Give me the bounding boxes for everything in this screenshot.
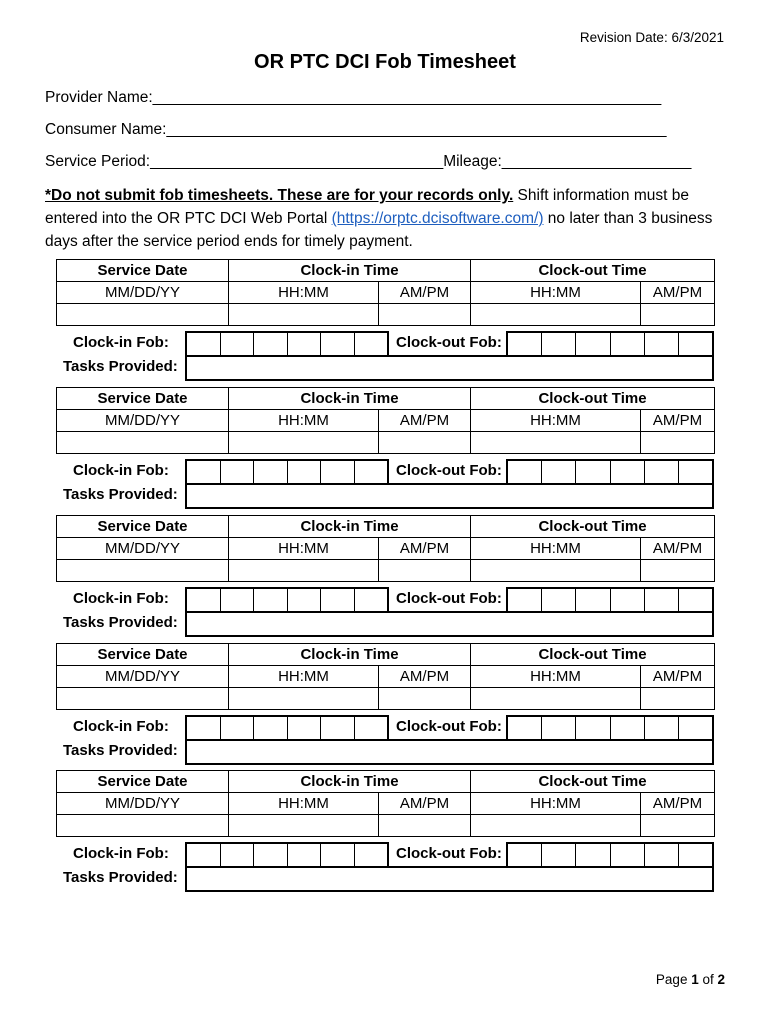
fob-digit-box[interactable] bbox=[355, 844, 388, 866]
notice-text-1: Shift information must be entered into the OR PTC DCI Web Portal bbox=[45, 187, 689, 227]
fob-digit-box[interactable] bbox=[679, 333, 712, 355]
clock-in-time-format: HH:MM bbox=[229, 666, 379, 688]
fob-digit-box[interactable] bbox=[576, 333, 610, 355]
shift-table bbox=[56, 643, 715, 710]
fob-digit-box[interactable] bbox=[542, 717, 576, 739]
clock-in-time-header: Clock-in Time bbox=[229, 516, 471, 538]
clock-in-time-format: HH:MM bbox=[229, 793, 379, 815]
clock-in-time-header: Clock-in Time bbox=[229, 771, 471, 793]
clock-out-fob-boxes[interactable] bbox=[506, 587, 714, 613]
fob-row bbox=[56, 587, 714, 611]
clock-out-time-format: HH:MM bbox=[471, 538, 641, 560]
fob-digit-box[interactable] bbox=[679, 461, 712, 483]
page-mid: of bbox=[698, 972, 718, 987]
clock-out-ampm-cell[interactable] bbox=[641, 688, 715, 710]
clock-in-time-format: HH:MM bbox=[229, 538, 379, 560]
fob-digit-box[interactable] bbox=[611, 844, 645, 866]
fob-digit-box[interactable] bbox=[645, 589, 679, 611]
service-date-header: Service Date bbox=[57, 644, 229, 666]
fob-digit-box[interactable] bbox=[221, 717, 255, 739]
fob-digit-box[interactable] bbox=[576, 461, 610, 483]
clock-out-time-cell[interactable] bbox=[471, 304, 641, 326]
fob-digit-box[interactable] bbox=[321, 717, 355, 739]
shift-table bbox=[56, 387, 715, 454]
fob-digit-box[interactable] bbox=[288, 844, 322, 866]
tasks-provided-input[interactable] bbox=[185, 611, 714, 637]
shift-table bbox=[56, 259, 715, 326]
fob-digit-box[interactable] bbox=[576, 589, 610, 611]
fob-digit-box[interactable] bbox=[221, 589, 255, 611]
clock-out-ampm-label: AM/PM bbox=[641, 410, 715, 432]
fob-digit-box[interactable] bbox=[288, 461, 322, 483]
clock-in-fob-label: Clock-in Fob: bbox=[73, 845, 169, 862]
fob-digit-box[interactable] bbox=[221, 461, 255, 483]
fob-digit-box[interactable] bbox=[355, 333, 388, 355]
clock-in-ampm-cell[interactable] bbox=[379, 560, 471, 582]
clock-out-fob-label: Clock-out Fob: bbox=[396, 845, 502, 862]
fob-digit-box[interactable] bbox=[321, 844, 355, 866]
clock-in-ampm-label: AM/PM bbox=[379, 538, 471, 560]
fob-digit-box[interactable] bbox=[254, 717, 288, 739]
fob-digit-box[interactable] bbox=[576, 844, 610, 866]
clock-out-fob-label: Clock-out Fob: bbox=[396, 462, 502, 479]
timesheet-entry bbox=[56, 770, 714, 894]
fob-digit-box[interactable] bbox=[576, 717, 610, 739]
service-date-cell[interactable] bbox=[57, 560, 229, 582]
clock-in-time-cell[interactable] bbox=[229, 304, 379, 326]
service-date-header: Service Date bbox=[57, 388, 229, 410]
clock-out-time-cell[interactable] bbox=[471, 560, 641, 582]
shift-table bbox=[56, 770, 715, 837]
clock-out-ampm-cell[interactable] bbox=[641, 432, 715, 454]
clock-in-time-header: Clock-in Time bbox=[229, 644, 471, 666]
fob-digit-box[interactable] bbox=[187, 844, 221, 866]
fob-digit-box[interactable] bbox=[221, 333, 255, 355]
fob-digit-box[interactable] bbox=[542, 844, 576, 866]
clock-out-ampm-cell[interactable] bbox=[641, 304, 715, 326]
fob-digit-box[interactable] bbox=[645, 333, 679, 355]
consumer-name-field[interactable]: Consumer Name:__________________________________________________________ bbox=[45, 121, 667, 138]
clock-in-ampm-cell[interactable] bbox=[379, 304, 471, 326]
clock-out-time-cell[interactable] bbox=[471, 815, 641, 837]
clock-in-ampm-label: AM/PM bbox=[379, 666, 471, 688]
clock-out-time-cell[interactable] bbox=[471, 432, 641, 454]
service-period-field[interactable]: Service Period:__________________________________Mileage:______________________ bbox=[45, 153, 692, 170]
fob-digit-box[interactable] bbox=[355, 461, 388, 483]
fob-digit-box[interactable] bbox=[221, 844, 255, 866]
clock-out-time-format: HH:MM bbox=[471, 793, 641, 815]
fob-digit-box[interactable] bbox=[254, 844, 288, 866]
tasks-provided-input[interactable] bbox=[185, 866, 714, 892]
notice-text-2: no later than 3 business days after the service period ends for timely payment. bbox=[45, 210, 713, 250]
clock-in-ampm-cell[interactable] bbox=[379, 688, 471, 710]
tasks-provided-label: Tasks Provided: bbox=[63, 742, 178, 759]
clock-in-fob-label: Clock-in Fob: bbox=[73, 334, 169, 351]
clock-in-time-cell[interactable] bbox=[229, 432, 379, 454]
clock-in-ampm-label: AM/PM bbox=[379, 282, 471, 304]
timesheet-entry bbox=[56, 515, 714, 639]
page-title: OR PTC DCI Fob Timesheet bbox=[254, 51, 516, 73]
tasks-provided-label: Tasks Provided: bbox=[63, 614, 178, 631]
clock-out-time-header: Clock-out Time bbox=[471, 771, 715, 793]
clock-out-time-header: Clock-out Time bbox=[471, 516, 715, 538]
service-date-cell[interactable] bbox=[57, 432, 229, 454]
notice-bold: *Do not submit fob timesheets. These are for your records only. bbox=[45, 187, 514, 204]
service-date-header: Service Date bbox=[57, 516, 229, 538]
provider-name-field[interactable]: Provider Name:___________________________________________________________ bbox=[45, 89, 662, 106]
fob-digit-box[interactable] bbox=[679, 844, 712, 866]
clock-in-ampm-cell[interactable] bbox=[379, 432, 471, 454]
clock-out-time-header: Clock-out Time bbox=[471, 388, 715, 410]
fob-digit-box[interactable] bbox=[187, 333, 221, 355]
fob-digit-box[interactable] bbox=[288, 589, 322, 611]
clock-out-fob-label: Clock-out Fob: bbox=[396, 334, 502, 351]
clock-out-ampm-label: AM/PM bbox=[641, 538, 715, 560]
clock-in-time-header: Clock-in Time bbox=[229, 260, 471, 282]
fob-digit-box[interactable] bbox=[187, 717, 221, 739]
service-date-cell[interactable] bbox=[57, 815, 229, 837]
clock-in-ampm-label: AM/PM bbox=[379, 410, 471, 432]
date-format-label: MM/DD/YY bbox=[57, 793, 229, 815]
clock-out-time-header: Clock-out Time bbox=[471, 644, 715, 666]
fob-row bbox=[56, 842, 714, 866]
fob-digit-box[interactable] bbox=[542, 461, 576, 483]
fob-digit-box[interactable] bbox=[611, 333, 645, 355]
clock-in-ampm-label: AM/PM bbox=[379, 793, 471, 815]
fob-digit-box[interactable] bbox=[321, 589, 355, 611]
page-number bbox=[656, 972, 725, 987]
clock-out-time-format: HH:MM bbox=[471, 666, 641, 688]
clock-in-fob-label: Clock-in Fob: bbox=[73, 462, 169, 479]
clock-in-time-cell[interactable] bbox=[229, 560, 379, 582]
fob-digit-box[interactable] bbox=[355, 717, 388, 739]
date-format-label: MM/DD/YY bbox=[57, 282, 229, 304]
fob-digit-box[interactable] bbox=[254, 461, 288, 483]
fob-digit-box[interactable] bbox=[508, 717, 542, 739]
service-date-cell[interactable] bbox=[57, 688, 229, 710]
fob-digit-box[interactable] bbox=[645, 717, 679, 739]
revision-date: Revision Date: 6/3/2021 bbox=[579, 30, 724, 45]
fob-digit-box[interactable] bbox=[542, 333, 576, 355]
fob-digit-box[interactable] bbox=[508, 461, 542, 483]
fob-digit-box[interactable] bbox=[254, 333, 288, 355]
date-format-label: MM/DD/YY bbox=[57, 538, 229, 560]
fob-row bbox=[56, 715, 714, 739]
clock-in-fob-boxes[interactable] bbox=[185, 715, 389, 741]
clock-out-fob-boxes[interactable] bbox=[506, 842, 714, 868]
fob-digit-box[interactable] bbox=[355, 589, 388, 611]
clock-in-fob-boxes[interactable] bbox=[185, 587, 389, 613]
fob-digit-box[interactable] bbox=[508, 844, 542, 866]
fob-digit-box[interactable] bbox=[187, 589, 221, 611]
clock-in-time-format: HH:MM bbox=[229, 410, 379, 432]
shift-table bbox=[56, 515, 715, 582]
timesheet-entry bbox=[56, 259, 714, 383]
clock-out-fob-label: Clock-out Fob: bbox=[396, 718, 502, 735]
timesheet-entry bbox=[56, 643, 714, 767]
clock-out-fob-boxes[interactable] bbox=[506, 715, 714, 741]
clock-out-fob-boxes[interactable] bbox=[506, 459, 714, 485]
clock-in-fob-label: Clock-in Fob: bbox=[73, 590, 169, 607]
clock-out-time-header: Clock-out Time bbox=[471, 260, 715, 282]
clock-out-time-cell[interactable] bbox=[471, 688, 641, 710]
tasks-provided-input[interactable] bbox=[185, 483, 714, 509]
fob-digit-box[interactable] bbox=[611, 717, 645, 739]
clock-out-time-format: HH:MM bbox=[471, 282, 641, 304]
tasks-provided-input[interactable] bbox=[185, 355, 714, 381]
fob-row bbox=[56, 459, 714, 483]
clock-in-ampm-cell[interactable] bbox=[379, 815, 471, 837]
tasks-provided-input[interactable] bbox=[185, 739, 714, 765]
page-current: 1 bbox=[691, 972, 699, 987]
clock-out-ampm-cell[interactable] bbox=[641, 560, 715, 582]
timesheet-entry bbox=[56, 387, 714, 511]
clock-out-fob-label: Clock-out Fob: bbox=[396, 590, 502, 607]
fob-digit-box[interactable] bbox=[542, 589, 576, 611]
clock-in-fob-label: Clock-in Fob: bbox=[73, 718, 169, 735]
fob-digit-box[interactable] bbox=[679, 717, 712, 739]
fob-digit-box[interactable] bbox=[288, 333, 322, 355]
clock-out-time-format: HH:MM bbox=[471, 410, 641, 432]
clock-out-fob-boxes[interactable] bbox=[506, 331, 714, 357]
date-format-label: MM/DD/YY bbox=[57, 410, 229, 432]
tasks-provided-label: Tasks Provided: bbox=[63, 486, 178, 503]
clock-in-fob-boxes[interactable] bbox=[185, 331, 389, 357]
tasks-provided-label: Tasks Provided: bbox=[63, 869, 178, 886]
page-prefix: Page bbox=[655, 972, 692, 987]
portal-link[interactable]: (https://orptc.dcisoftware.com/) bbox=[331, 210, 544, 227]
fob-digit-box[interactable] bbox=[321, 461, 355, 483]
clock-in-time-cell[interactable] bbox=[229, 688, 379, 710]
service-date-header: Service Date bbox=[57, 771, 229, 793]
service-date-header: Service Date bbox=[57, 260, 229, 282]
fob-digit-box[interactable] bbox=[321, 333, 355, 355]
submission-notice bbox=[45, 184, 725, 253]
fob-digit-box[interactable] bbox=[611, 589, 645, 611]
clock-in-time-header: Clock-in Time bbox=[229, 388, 471, 410]
clock-in-time-cell[interactable] bbox=[229, 815, 379, 837]
fob-digit-box[interactable] bbox=[645, 461, 679, 483]
fob-digit-box[interactable] bbox=[679, 589, 712, 611]
clock-out-ampm-label: AM/PM bbox=[641, 282, 715, 304]
fob-digit-box[interactable] bbox=[645, 844, 679, 866]
clock-in-fob-boxes[interactable] bbox=[185, 459, 389, 485]
clock-out-ampm-label: AM/PM bbox=[641, 666, 715, 688]
fob-digit-box[interactable] bbox=[288, 717, 322, 739]
fob-digit-box[interactable] bbox=[508, 333, 542, 355]
tasks-provided-label: Tasks Provided: bbox=[63, 358, 178, 375]
clock-out-ampm-cell[interactable] bbox=[641, 815, 715, 837]
fob-digit-box[interactable] bbox=[254, 589, 288, 611]
clock-in-time-format: HH:MM bbox=[229, 282, 379, 304]
clock-in-fob-boxes[interactable] bbox=[185, 842, 389, 868]
fob-digit-box[interactable] bbox=[611, 461, 645, 483]
fob-digit-box[interactable] bbox=[187, 461, 221, 483]
page-total: 2 bbox=[717, 972, 725, 987]
clock-out-ampm-label: AM/PM bbox=[641, 793, 715, 815]
service-date-cell[interactable] bbox=[57, 304, 229, 326]
fob-digit-box[interactable] bbox=[508, 589, 542, 611]
fob-row bbox=[56, 331, 714, 355]
date-format-label: MM/DD/YY bbox=[57, 666, 229, 688]
